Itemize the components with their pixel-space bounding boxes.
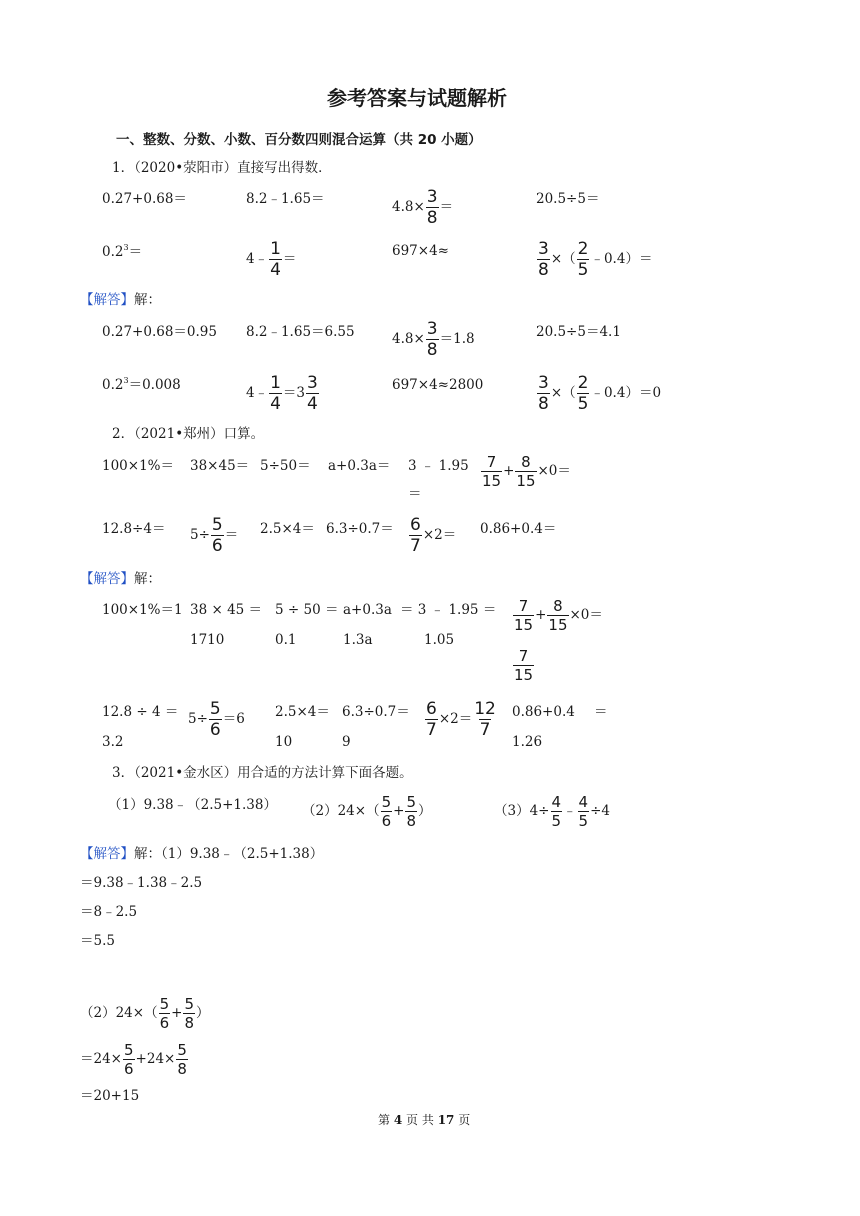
q2-expr-5: 3 ﹣ 1.95 <box>408 458 469 474</box>
page-title: 参考答案与试题解析 <box>327 86 507 110</box>
q2-answer-6: $\frac{7}{15}$ + $\frac{8}{15}$ ×0＝ <box>514 597 603 634</box>
q1-expr-1: 0.27+0.68＝ <box>102 191 187 207</box>
q3-solution-1-step-3: ＝5.5 <box>80 933 115 949</box>
q1-expr-5: $0.2^3=$ <box>102 243 143 260</box>
q2-expr-2: 38×45＝ <box>190 458 250 474</box>
q2-answer-10: 6.3÷0.7＝ <box>342 704 410 720</box>
section-heading: 一、整数、分数、小数、百分数四则混合运算（共 20 小题） <box>116 132 482 148</box>
q2-answer-12: 0.86+0.4 <box>512 704 575 720</box>
q2-answer-5-value: 1.05 <box>424 632 455 648</box>
q2-answer-2: 38 × 45 ＝ <box>190 602 263 618</box>
q2-answer-9-value: 10 <box>275 734 293 750</box>
q3-solution-1-step-1: ＝9.38﹣1.38﹣2.5 <box>80 875 203 891</box>
page-footer: 第 4 页 共 17 页 <box>378 1113 471 1127</box>
q2-answer-8: 5÷ $\frac{5}{6}$ ＝6 <box>188 699 245 740</box>
q1-expr-6: 4﹣ $\frac{1}{4}$ ＝ <box>246 239 297 280</box>
question-3-stem: 3．（2021•金水区）用合适的方法计算下面各题。 <box>112 765 413 781</box>
q1-answer-1: 0.27+0.68＝0.95 <box>102 324 217 340</box>
q3-problem-1: （1）9.38﹣（2.5+1.38） <box>108 797 277 813</box>
q2-expr-4: a+0.3a＝ <box>328 458 391 474</box>
q2-answer-4-value: 1.3a <box>343 632 373 648</box>
q2-expr-11: $\frac{6}{7}$ ×2＝ <box>410 515 457 556</box>
q2-expr-3: 5÷50＝ <box>260 458 311 474</box>
q2-answer-1: 100×1%＝1 <box>102 602 183 618</box>
q2-expr-12: 0.86+0.4＝ <box>480 521 557 537</box>
q1-expr-2: 8.2﹣1.65＝ <box>246 191 325 207</box>
q1-answer-4: 20.5÷5＝4.1 <box>536 324 621 340</box>
q3-solution-2-head: （2）24×（ $\frac{5}{6}$ + $\frac{5}{8}$ ） <box>80 995 210 1032</box>
q3-solution-2-step-1: ＝24× $\frac{5}{6}$ +24× $\frac{5}{8}$ <box>80 1041 187 1078</box>
q2-expr-7: 12.8÷4＝ <box>102 521 166 537</box>
q1-answer-2: 8.2﹣1.65＝6.55 <box>246 324 355 340</box>
q2-expr-9: 2.5×4＝ <box>260 521 315 537</box>
q2-expr-6: $\frac{7}{15}$ + $\frac{8}{15}$ ×0＝ <box>482 453 571 490</box>
q2-answer-label: 【解答】解： <box>80 571 161 587</box>
q2-expr-10: 6.3÷0.7＝ <box>326 521 394 537</box>
question-1-stem: 1．（2020•荥阳市）直接写出得数． <box>112 160 332 176</box>
q1-answer-8: $\frac{3}{8}$ ×（ $\frac{2}{5}$ ﹣0.4）＝0 <box>538 373 662 414</box>
q2-answer-12-eq: ＝ <box>594 704 608 720</box>
q2-answer-6-value: $\frac{7}{15}$ <box>514 647 534 684</box>
q2-answer-4: a+0.3a <box>343 602 392 618</box>
q2-answer-5: ＝ 3 ﹣ 1.95 ＝ <box>400 602 497 618</box>
q1-answer-5: $0.2^3=0.008$ <box>102 376 181 393</box>
question-2-stem: 2．（2021•郑州）口算。 <box>112 426 265 442</box>
q1-answer-label: 【解答】解： <box>80 292 161 308</box>
q2-answer-10-value: 9 <box>342 734 351 750</box>
q3-problem-2: （2）24×（ $\frac{5}{6}$ + $\frac{5}{8}$ ） <box>302 793 432 830</box>
q2-answer-11: $\frac{6}{7}$ ×2＝ $\frac{12}{7}$ <box>426 699 496 740</box>
q3-problem-3: （3）4÷ $\frac{4}{5}$ ﹣ $\frac{4}{5}$ ÷4 <box>494 793 610 830</box>
q1-expr-7: 697×4≈ <box>392 243 449 259</box>
q1-expr-4: 20.5÷5＝ <box>536 191 600 207</box>
q3-solution-1-head: 【解答】解：（1）9.38﹣（2.5+1.38） <box>80 846 324 862</box>
q3-solution-2-step-2: ＝20+15 <box>80 1088 140 1104</box>
q2-answer-3-value: 0.1 <box>275 632 297 648</box>
q1-answer-3: 4.8× $\frac{3}{8}$ ＝1.8 <box>392 319 475 360</box>
q2-expr-8: 5÷ $\frac{5}{6}$ ＝ <box>190 515 239 556</box>
q2-answer-12-value: 1.26 <box>512 734 543 750</box>
q1-expr-8: $\frac{3}{8}$ ×（ $\frac{2}{5}$ ﹣0.4）＝ <box>538 239 653 280</box>
q2-answer-7: 12.8 ÷ 4 ＝ <box>102 704 179 720</box>
q3-solution-1-step-2: ＝8﹣2.5 <box>80 904 138 920</box>
q2-answer-9: 2.5×4＝ <box>275 704 330 720</box>
q2-expr-5-eq: ＝ <box>408 486 422 502</box>
q2-answer-7-value: 3.2 <box>102 734 124 750</box>
q2-answer-2-value: 1710 <box>190 632 225 648</box>
q2-answer-3: 5 ÷ 50 ＝ <box>275 602 339 618</box>
q1-answer-6: 4﹣ $\frac{1}{4}$ ＝3 $\frac{3}{4}$ <box>246 373 318 414</box>
q1-expr-3: 4.8× $\frac{3}{8}$ ＝ <box>392 187 454 228</box>
q1-answer-7: 697×4≈2800 <box>392 377 484 393</box>
q2-expr-1: 100×1%＝ <box>102 458 174 474</box>
